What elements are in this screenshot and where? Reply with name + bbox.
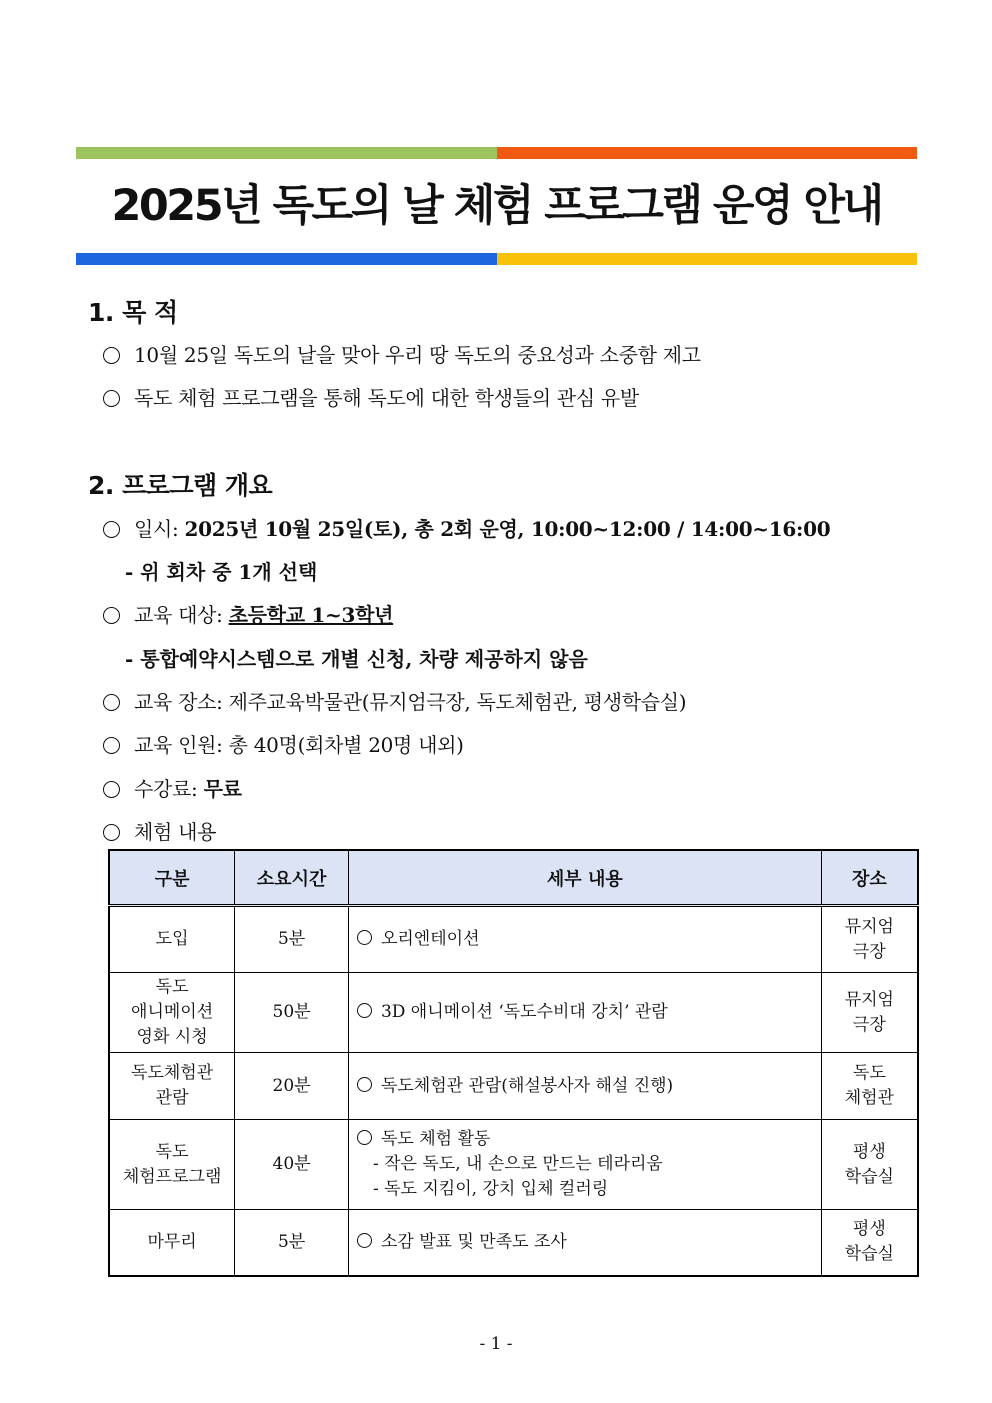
detail-line — [357, 927, 817, 952]
table-row — [109, 1120, 918, 1210]
fee-label: 수강료: — [134, 777, 204, 801]
content-item — [103, 816, 216, 845]
section2-heading: 2. 프로그램 개요 — [88, 471, 273, 500]
bottom-color-bar — [76, 253, 917, 265]
purpose-item-2 — [103, 382, 639, 411]
purpose-text-2: 독도 체험 프로그램을 통해 독도에 대한 학생들의 관심 유발 — [134, 386, 639, 410]
circle-bullet-icon — [103, 737, 120, 754]
section1-heading: 1. 목 적 — [88, 298, 178, 327]
cell-category — [109, 1210, 235, 1276]
time-text: 40분 — [272, 1154, 311, 1174]
schedule-value: 2025년 10월 25일(토), 총 2회 운영, 10:00~12:00 / 14:00~16:00 — [184, 517, 831, 541]
table-header-row — [109, 850, 918, 906]
cell-category — [109, 1053, 235, 1120]
category-line: 독도체험관 — [131, 1063, 214, 1083]
header-details: 세부 내용 — [348, 850, 821, 906]
header-place: 장소 — [821, 850, 918, 906]
content-label: 체험 내용 — [134, 820, 217, 844]
circle-bullet-icon — [357, 1130, 372, 1145]
cell-details — [348, 1120, 821, 1210]
circle-bullet-icon — [357, 1233, 372, 1248]
circle-bullet-icon — [357, 1077, 372, 1092]
table-row — [109, 1053, 918, 1120]
category-line: 체험프로그램 — [122, 1166, 222, 1187]
top-bar-green — [76, 147, 497, 159]
category-line: 마무리 — [147, 1231, 197, 1252]
cell-time — [235, 1210, 349, 1276]
category-line: 애니메이션 — [131, 1002, 214, 1022]
place-line: 체험관 — [844, 1088, 894, 1108]
place-line: 학습실 — [844, 1166, 894, 1187]
place-line: 독도 — [852, 1063, 886, 1083]
purpose-item-1 — [103, 339, 701, 368]
fee-value: 무료 — [203, 777, 242, 801]
detail-text: 독도 체험 활동 — [380, 1129, 491, 1149]
cell-category — [109, 973, 235, 1053]
circle-bullet-icon — [103, 694, 120, 711]
detail-line — [357, 1000, 817, 1025]
place-item — [103, 686, 686, 715]
cell-place — [821, 973, 918, 1053]
circle-bullet-icon — [357, 1003, 372, 1018]
fee-item — [103, 773, 242, 802]
place-line: 학습실 — [844, 1244, 894, 1265]
place-text: 교육 장소: 제주교육박물관(뮤지엄극장, 독도체험관, 평생학습실) — [134, 690, 687, 714]
circle-bullet-icon — [103, 390, 120, 407]
table-body — [109, 906, 918, 1276]
circle-bullet-icon — [103, 347, 120, 364]
detail-text: 오리엔테이션 — [380, 929, 480, 949]
detail-line — [357, 1127, 817, 1152]
category-line: 독도 — [155, 977, 189, 997]
people-item — [103, 729, 464, 758]
top-bar-orange — [497, 147, 918, 159]
time-text: 20분 — [272, 1075, 311, 1096]
top-color-bar — [76, 147, 917, 159]
place-line: 평생 — [852, 1141, 886, 1162]
cell-place — [821, 1210, 918, 1276]
subdetail-line: - 독도 지킴이, 강치 입체 컬러링 — [372, 1179, 609, 1199]
cell-category — [109, 1120, 235, 1210]
table-row — [109, 1210, 918, 1276]
detail-text: 3D 애니메이션 ‘독도수비대 강치’ 관람 — [380, 1002, 668, 1022]
program-table — [108, 849, 919, 1277]
time-text: 5분 — [277, 1231, 306, 1252]
circle-bullet-icon — [103, 824, 120, 841]
place-line: 뮤지엄 — [844, 989, 894, 1010]
schedule-item — [103, 513, 830, 542]
time-text: 5분 — [277, 929, 306, 949]
cell-time — [235, 1120, 349, 1210]
place-line: 평생 — [852, 1219, 886, 1240]
target-value: 초등학교 1~3학년 — [228, 603, 394, 627]
detail-text: 소감 발표 및 만족도 조사 — [380, 1231, 567, 1252]
cell-place — [821, 1120, 918, 1210]
category-line: 독도 — [155, 1141, 189, 1162]
time-text: 50분 — [272, 1002, 311, 1022]
place-line: 뮤지엄 — [844, 916, 894, 937]
target-label: 교육 대상: — [134, 603, 229, 627]
category-line: 도입 — [155, 929, 189, 949]
header-time: 소요시간 — [235, 850, 349, 906]
cell-category — [109, 906, 235, 973]
detail-line — [357, 1074, 817, 1099]
schedule-label: 일시: — [134, 517, 185, 541]
detail-line — [357, 1230, 817, 1255]
circle-bullet-icon — [103, 781, 120, 798]
table-row — [109, 906, 918, 973]
target-note: - 통합예약시스템으로 개별 신청, 차량 제공하지 않음 — [125, 647, 588, 671]
place-line: 극장 — [852, 1014, 886, 1035]
table-row — [109, 973, 918, 1053]
detail-text: 독도체험관 관람(해설봉사자 해설 진행) — [380, 1075, 674, 1096]
page-title: 2025년 독도의 날 체험 프로그램 운영 안내 — [111, 181, 882, 231]
cell-time — [235, 1053, 349, 1120]
category-line: 관람 — [155, 1088, 189, 1108]
subdetail-line: - 작은 독도, 내 손으로 만드는 테라리움 — [372, 1154, 663, 1174]
bottom-bar-blue — [76, 253, 497, 265]
circle-bullet-icon — [357, 930, 372, 945]
circle-bullet-icon — [103, 521, 120, 538]
cell-details — [348, 906, 821, 973]
place-line: 극장 — [852, 941, 886, 962]
target-item — [103, 599, 393, 628]
people-text: 교육 인원: 총 40명(회차별 20명 내외) — [134, 733, 464, 757]
category-line: 영화 시청 — [136, 1027, 208, 1047]
bottom-bar-yellow — [497, 253, 918, 265]
cell-time — [235, 906, 349, 973]
purpose-text-1: 10월 25일 독도의 날을 맞아 우리 땅 독도의 중요성과 소중함 제고 — [134, 343, 701, 367]
page-number: - 1 - — [479, 1334, 513, 1354]
cell-place — [821, 1053, 918, 1120]
schedule-note: - 위 회차 중 1개 선택 — [125, 560, 318, 584]
cell-details — [348, 973, 821, 1053]
header-category: 구분 — [109, 850, 235, 906]
cell-details — [348, 1053, 821, 1120]
circle-bullet-icon — [103, 607, 120, 624]
cell-details — [348, 1210, 821, 1276]
cell-place — [821, 906, 918, 973]
cell-time — [235, 973, 349, 1053]
